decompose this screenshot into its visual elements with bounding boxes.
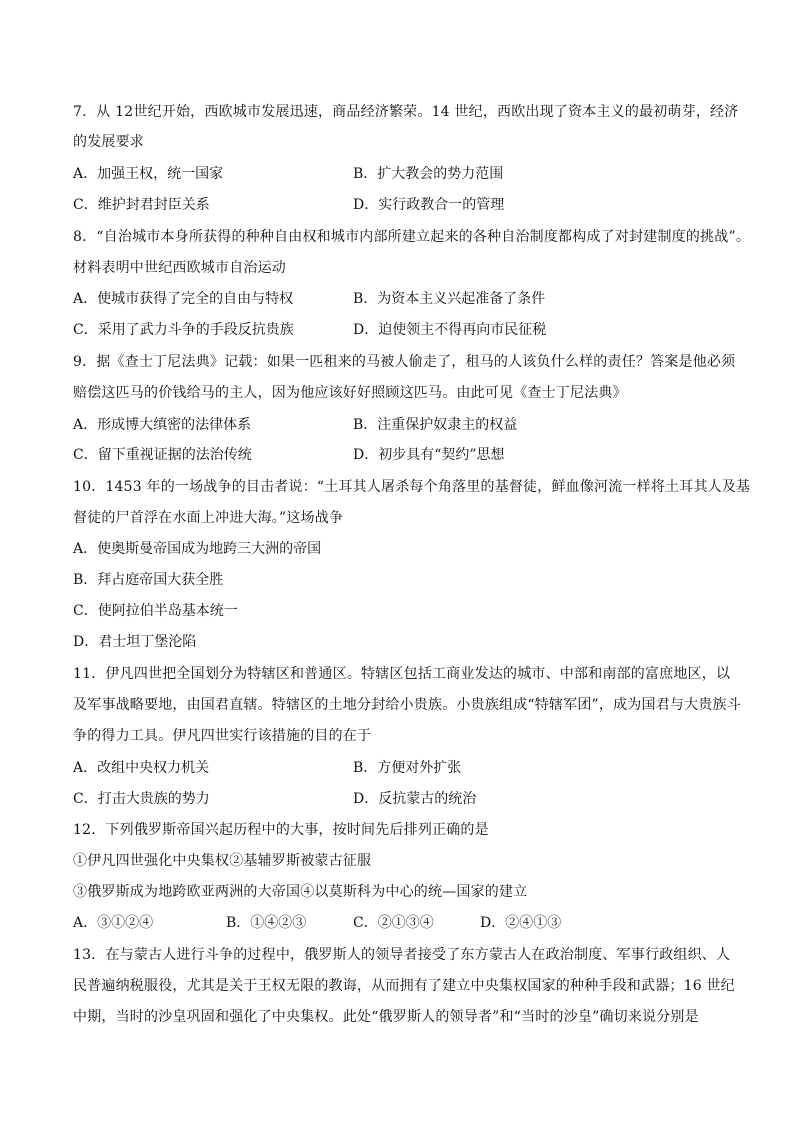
option-a: A．改组中央权力机关: [73, 760, 210, 776]
option-d: D．②④①③: [480, 915, 562, 931]
question-stem-line: 的发展要求: [73, 134, 144, 150]
question-stem-line: ①伊凡四世强化中央集权②基辅罗斯被蒙古征服: [73, 853, 372, 869]
option-b: B．注重保护奴隶主的权益: [353, 417, 518, 433]
option-d: D．反抗蒙古的统治: [353, 791, 477, 807]
option-c: C．留下重视证据的法治传统: [73, 447, 252, 463]
option-b: B．方便对外扩张: [353, 760, 462, 776]
option-b: B．为资本主义兴起准备了条件: [353, 291, 546, 307]
option-d: D．实行政教合一的管理: [353, 197, 505, 213]
question-stem-line: 11．伊凡四世把全国划分为特辖区和普通区。特辖区包括工商业发达的城市、中部和南部的富庶地区，以: [73, 666, 731, 682]
question-stem-line: 及军事战略要地，由国君直辖。特辖区的土地分封给小贵族。小贵族组成“特辖军团”，成为国君与大贵族斗: [73, 697, 741, 713]
question-stem-line: 督徒的尸首浮在水面上冲进大海。”这场战争: [73, 510, 344, 526]
question-stem-line: 12．下列俄罗斯帝国兴起历程中的大事，按时间先后排列正确的是: [73, 822, 489, 838]
question-stem-line: 13．在与蒙古人进行斗争的过程中，俄罗斯人的领导者接受了东方蒙古人在政治制度、军事行政组织、人: [73, 947, 731, 963]
option-b: B．拜占庭帝国大获全胜: [73, 572, 224, 588]
question-stem-line: 8．“自治城市本身所获得的种种自由权和城市内部所建立起来的各种自治制度都构成了对封建制度的挑战”。: [73, 229, 751, 245]
question-stem-line: 赔偿这匹马的价钱给马的主人，因为他应该好好照顾这匹马。由此可见《查士丁尼法典》: [73, 385, 627, 401]
question-stem-line: ③俄罗斯成为地跨欧亚两洲的大帝国④以莫斯科为中心的统—国家的建立: [73, 884, 528, 900]
option-a: A．使奥斯曼帝国成为地跨三大洲的帝国: [73, 541, 322, 557]
question-stem-line: 7．从 12世纪开始，西欧城市发展迅速，商品经济繁荣。14 世纪，西欧出现了资本主义的最初萌芽，经济: [73, 104, 739, 120]
question-stem-line: 材料表明中世纪西欧城市自治运动: [73, 260, 286, 276]
option-d: D．迫使领主不得再向市民征税: [353, 322, 547, 338]
option-c: C．维护封君封臣关系: [73, 197, 210, 213]
option-b: B．扩大教会的势力范围: [353, 166, 504, 182]
option-c: C．打击大贵族的势力: [73, 791, 210, 807]
option-b: B．①④②③: [226, 915, 307, 931]
option-a: A．加强王权，统一国家: [73, 166, 224, 182]
question-stem-line: 10．1453 年的一场战争的目击者说：“土耳其人屠杀每个角落里的基督徒，鲜血像河流一样将土耳其人及基: [73, 479, 751, 495]
question-stem-line: 中期，当时的沙皇巩固和强化了中央集权。此处“俄罗斯人的领导者”和“当时的沙皇”确切来说分别是: [73, 1009, 699, 1025]
option-c: C．使阿拉伯半岛基本统一: [73, 603, 238, 619]
option-a: A．使城市获得了完全的自由与特权: [73, 291, 294, 307]
option-c: C．采用了武力斗争的手段反抗贵族: [73, 322, 294, 338]
option-a: A．③①②④: [73, 915, 154, 931]
option-d: D．君士坦丁堡沦陷: [73, 634, 197, 650]
question-stem-line: 争的得力工具。伊凡四世实行该措施的目的在于: [73, 728, 372, 744]
option-d: D．初步具有“契约”思想: [353, 447, 505, 463]
question-stem-line: 9．据《查士丁尼法典》记载：如果一匹租来的马被人偷走了，租马的人该负什么样的责任？答案是他必须: [73, 354, 736, 370]
option-c: C．②①③④: [353, 915, 434, 931]
option-a: A．形成博大缜密的法律体系: [73, 417, 252, 433]
question-stem-line: 民普遍纳税服役，尤其是关于王权无限的教诲，从而拥有了建立中央集权国家的种种手段和武器；16 世纪: [73, 978, 735, 994]
